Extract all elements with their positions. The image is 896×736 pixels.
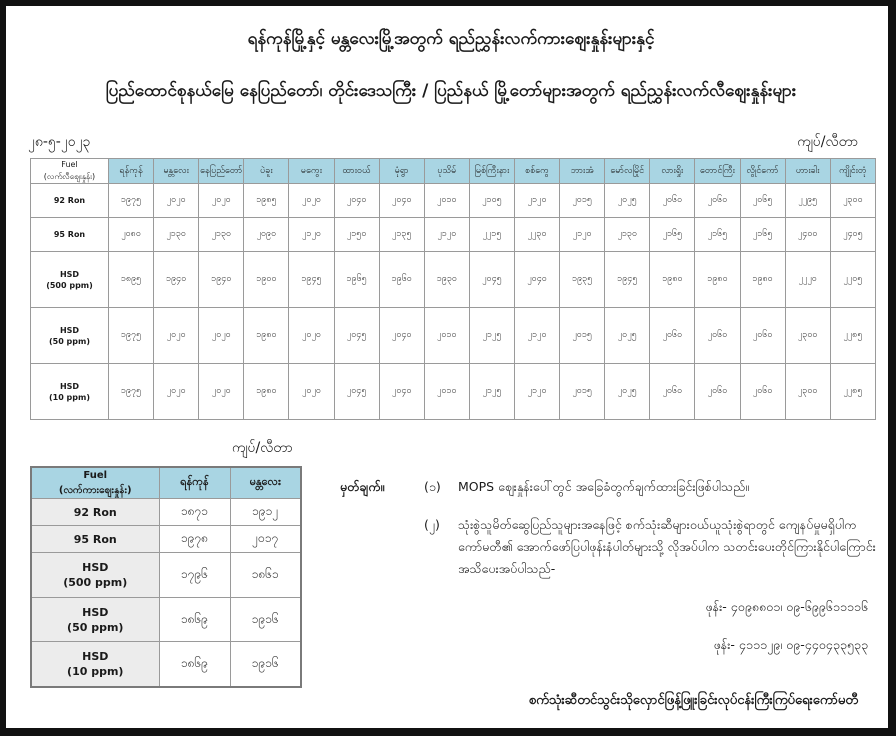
city-header-cell: မုံရွာ <box>379 159 424 184</box>
phone-line-1: ဖုန်း- ၄၀၉၈၈၀၁၊ ၀၉-၆၉၉၆၁၁၁၁၆ <box>705 599 868 614</box>
price-cell: ၂၀၄၀ <box>379 308 424 364</box>
price-cell: ၂၀၄၀ <box>379 364 424 420</box>
wholesale-header-row <box>31 467 301 499</box>
fuel-header-cell: Fuel (လက်လီဈေးနှုန်း) <box>31 159 109 184</box>
wholesale-unit-label: ကျပ်/လီတာ <box>232 440 293 456</box>
price-cell: ၂၀၄၀ <box>334 184 379 218</box>
price-cell: ၂၀၆၅ <box>740 184 785 218</box>
note-1-text: MOPS ဈေးနှုန်းပေါ်တွင် အခြေခံတွက်ချက်ထားခြင်းဖြစ်ပါသည်။ <box>458 479 750 494</box>
price-cell: ၂၀၆၀ <box>650 364 695 420</box>
price-cell: ၂၀၄၅ <box>334 308 379 364</box>
city-header-cell: လွိုင်ကော် <box>740 159 785 184</box>
price-cell: ၁၈၆၁ <box>230 553 301 597</box>
price-cell: ၁၇၉၆ <box>159 553 230 597</box>
price-cell: ၂၁၆၅ <box>650 218 695 252</box>
city-header-cell: ဘားအံ <box>560 159 605 184</box>
phone-line-2: ဖုန်း- ၄၁၁၁၂၉၊ ၀၉-၄၄၀၄၃၃၅၃၃ <box>713 637 868 652</box>
price-cell: ၁၉၈၀ <box>650 252 695 308</box>
price-cell: ၂၁၃၅ <box>379 218 424 252</box>
price-cell: ၂၁၃၀ <box>154 218 199 252</box>
city-header-cell: ကျိုင်းတုံ <box>830 159 875 184</box>
note-2-number: (၂) <box>424 517 440 532</box>
fuel-type-cell: HSD (10 ppm) <box>31 364 109 420</box>
price-cell: ၂၁၀၅ <box>469 184 514 218</box>
city-header-cell: ထားဝယ် <box>334 159 379 184</box>
price-cell: ၂၀၂၀ <box>289 308 334 364</box>
table-row <box>31 553 301 597</box>
price-cell: ၂၀၂၀ <box>199 308 244 364</box>
price-cell: ၂၀၄၅ <box>469 252 514 308</box>
price-cell: ၂၀၁၇ <box>230 526 301 553</box>
price-cell: ၁၉၈၅ <box>244 184 289 218</box>
price-cell: ၂၀၆၀ <box>650 184 695 218</box>
city-header-cell: ရန်ကုန် <box>109 159 154 184</box>
city-header-cell: ရန်ကုန် <box>159 467 230 499</box>
price-cell: ၁၉၄၀ <box>154 252 199 308</box>
price-cell: ၁၈၉၅ <box>109 252 154 308</box>
price-cell: ၁၉၃၅ <box>560 252 605 308</box>
price-cell: ၂၁၅၀ <box>334 218 379 252</box>
price-cell: ၁၈၆၉ <box>159 597 230 641</box>
price-cell: ၁၉၇၅ <box>109 308 154 364</box>
table-row <box>31 499 301 526</box>
table-row <box>31 526 301 553</box>
fuel-type-cell: HSD (50 ppm) <box>31 308 109 364</box>
price-cell: ၂၀၆၀ <box>695 184 740 218</box>
price-cell: ၂၀၂၅ <box>605 364 650 420</box>
fuel-type-cell: HSD (500 ppm) <box>31 553 159 597</box>
table-row <box>31 597 301 641</box>
price-cell: ၂၂၈၅ <box>830 308 875 364</box>
price-cell: ၁၉၇၅ <box>109 184 154 218</box>
price-cell: ၁၉၈၀ <box>740 252 785 308</box>
price-cell: ၁၉၇၅ <box>109 364 154 420</box>
notice-date: ၂၈-၅-၂၀၂၃ <box>28 134 91 150</box>
price-cell: ၂၂၈၅ <box>830 364 875 420</box>
price-cell: ၂၄၀၅ <box>830 218 875 252</box>
price-cell: ၂၀၁၅ <box>560 184 605 218</box>
note-2-text: သုံးစွဲသူမိတ်ဆွေပြည်သူများအနေဖြင့် စက်သုံးဆီများဝယ်ယူသုံးစွဲရာတွင် ကျေနပ်မှုမရှိပါက ကော်မတီ၏ အောက်ဖော်ပြပါဖုန်းနံပါတ်များသို့ လိုအပ်ပါက သတင်းပေးတိုင်ကြားနိုင်ပါကြောင်း အသိပေးအပ်ပါသည်- <box>458 517 876 576</box>
price-cell: ၁၉၈၀ <box>244 364 289 420</box>
price-cell: ၂၀၁၀ <box>424 364 469 420</box>
price-cell: ၁၉၈၀ <box>244 308 289 364</box>
table-row <box>31 184 876 218</box>
price-cell: ၂၁၃၀ <box>605 218 650 252</box>
price-cell: ၂၀၁၅ <box>560 308 605 364</box>
wholesale-price-table <box>30 466 302 688</box>
price-cell: ၁၉၁၆ <box>230 642 301 687</box>
notes-label: မှတ်ချက်။ <box>340 479 385 494</box>
fuel-type-cell: HSD (10 ppm) <box>31 642 159 687</box>
price-cell: ၂၁၂၀ <box>289 218 334 252</box>
price-cell: ၂၀၁၀ <box>424 308 469 364</box>
city-header-cell: မော်လမြိုင် <box>605 159 650 184</box>
city-header-cell: မန္တလေး <box>154 159 199 184</box>
price-cell: ၂၀၆၀ <box>740 364 785 420</box>
price-cell: ၂၀၆၀ <box>695 364 740 420</box>
price-cell: ၁၉၄၅ <box>605 252 650 308</box>
price-cell: ၁၉၁၆ <box>230 597 301 641</box>
price-cell: ၁၉၇၈ <box>159 526 230 553</box>
price-cell: ၂၀၂၀ <box>154 184 199 218</box>
page-title: ရန်ကုန်မြို့နှင့် မန္တလေးမြို့အတွက် ရည်ညွှန်းလက်ကားဈေးနှုန်းများနှင့် <box>247 29 655 49</box>
price-cell: ၂၂၃၀ <box>514 218 559 252</box>
retail-price-table <box>30 158 876 420</box>
price-cell: ၂၁၂၀ <box>424 218 469 252</box>
city-header-cell: ပဲခူး <box>244 159 289 184</box>
city-header-cell: မန္တလေး <box>230 467 301 499</box>
table-row <box>31 364 876 420</box>
price-cell: ၂၂၀၅ <box>830 252 875 308</box>
price-cell: ၁၉၈၀ <box>695 252 740 308</box>
note-1 <box>424 476 880 498</box>
city-header-cell: မကွေး <box>289 159 334 184</box>
city-header-cell: ဟားခါး <box>785 159 830 184</box>
price-cell: ၂၁၂၀ <box>514 184 559 218</box>
price-cell: ၁၉၁၂ <box>230 499 301 526</box>
city-header-cell: နေပြည်တော် <box>199 159 244 184</box>
retail-unit-label: ကျပ်/လီတာ <box>797 134 858 150</box>
price-cell: ၂၃၀၀ <box>785 364 830 420</box>
price-cell: ၂၁၆၅ <box>695 218 740 252</box>
city-header-cell: စစ်ကွေ <box>514 159 559 184</box>
price-cell: ၂၀၉၀ <box>244 218 289 252</box>
price-cell: ၂၀၆၀ <box>695 308 740 364</box>
price-cell: ၁၉၄၅ <box>289 252 334 308</box>
price-cell: ၂၂၂၀ <box>785 252 830 308</box>
city-header-cell: မြစ်ကြီးနား <box>469 159 514 184</box>
price-cell: ၂၀၂၀ <box>154 364 199 420</box>
price-cell: ၂၁၃၀ <box>199 218 244 252</box>
fuel-type-cell: 95 Ron <box>31 218 109 252</box>
fuel-type-cell: HSD (50 ppm) <box>31 597 159 641</box>
price-cell: ၂၃၀၀ <box>830 184 875 218</box>
note-2 <box>424 514 880 576</box>
price-cell: ၂၀၂၅ <box>605 184 650 218</box>
price-cell: ၂၁၂၅ <box>469 308 514 364</box>
price-cell: ၂၀၄၀ <box>514 252 559 308</box>
table-row <box>31 218 876 252</box>
price-cell: ၂၀၆၀ <box>650 308 695 364</box>
price-cell: ၂၄၀၀ <box>785 218 830 252</box>
price-cell: ၁၉၃၀ <box>424 252 469 308</box>
table-row <box>31 252 876 308</box>
city-header-cell: လားရှိုး <box>650 159 695 184</box>
price-cell: ၂၁၂၀ <box>514 308 559 364</box>
price-cell: ၂၀၆၀ <box>740 308 785 364</box>
table-row <box>31 308 876 364</box>
price-cell: ၁၉၆၅ <box>334 252 379 308</box>
price-cell: ၂၀၂၀ <box>199 364 244 420</box>
price-cell: ၂၂၉၅ <box>785 184 830 218</box>
price-cell: ၂၁၂၀ <box>560 218 605 252</box>
fuel-type-cell: HSD (500 ppm) <box>31 252 109 308</box>
price-cell: ၂၁၂၀ <box>514 364 559 420</box>
price-cell: ၂၀၂၀ <box>289 184 334 218</box>
city-header-cell: တောင်ကြီး <box>695 159 740 184</box>
fuel-type-cell: 92 Ron <box>31 184 109 218</box>
price-cell: ၂၀၂၀ <box>199 184 244 218</box>
table-row <box>31 642 301 687</box>
fuel-type-cell: 92 Ron <box>31 499 159 526</box>
issuer-signature: စက်သုံးဆီတင်သွင်းသိုလှောင်ဖြန့်ဖြူးခြင်းလုပ်ငန်းကြီးကြပ်ရေးကော်မတီ <box>528 693 858 708</box>
price-cell: ၂၀၁၅ <box>560 364 605 420</box>
price-cell: ၂၀၈၀ <box>109 218 154 252</box>
price-cell: ၁၉၄၀ <box>199 252 244 308</box>
price-cell: ၁၈၇၁ <box>159 499 230 526</box>
price-cell: ၂၁၆၅ <box>740 218 785 252</box>
price-cell: ၂၂၁၅ <box>469 218 514 252</box>
price-cell: ၂၀၄၀ <box>379 184 424 218</box>
price-cell: ၂၀၁၀ <box>424 184 469 218</box>
note-1-number: (၁) <box>424 479 441 494</box>
price-cell: ၂၀၂၀ <box>154 308 199 364</box>
price-cell: ၁၉၀၀ <box>244 252 289 308</box>
city-header-cell: ပုသိမ် <box>424 159 469 184</box>
price-cell: ၁၉၆၀ <box>379 252 424 308</box>
price-cell: ၂၀၂၅ <box>605 308 650 364</box>
price-cell: ၂၀၂၀ <box>289 364 334 420</box>
page-subtitle: ပြည်ထောင်စုနယ်မြေ နေပြည်တော်၊ တိုင်းဒေသကြီး / ပြည်နယ် မြို့တော်များအတွက် ရည်ညွှန်းလက်လီဈေးနှုန်းများ <box>105 81 797 101</box>
fuel-header-cell: Fuel (လက်ကားဈေးနှုန်း) <box>31 467 159 499</box>
price-cell: ၂၃၀၀ <box>785 308 830 364</box>
retail-header-row <box>31 159 876 184</box>
fuel-type-cell: 95 Ron <box>31 526 159 553</box>
price-cell: ၂၀၄၅ <box>334 364 379 420</box>
price-cell: ၂၁၂၅ <box>469 364 514 420</box>
price-cell: ၁၈၆၉ <box>159 642 230 687</box>
